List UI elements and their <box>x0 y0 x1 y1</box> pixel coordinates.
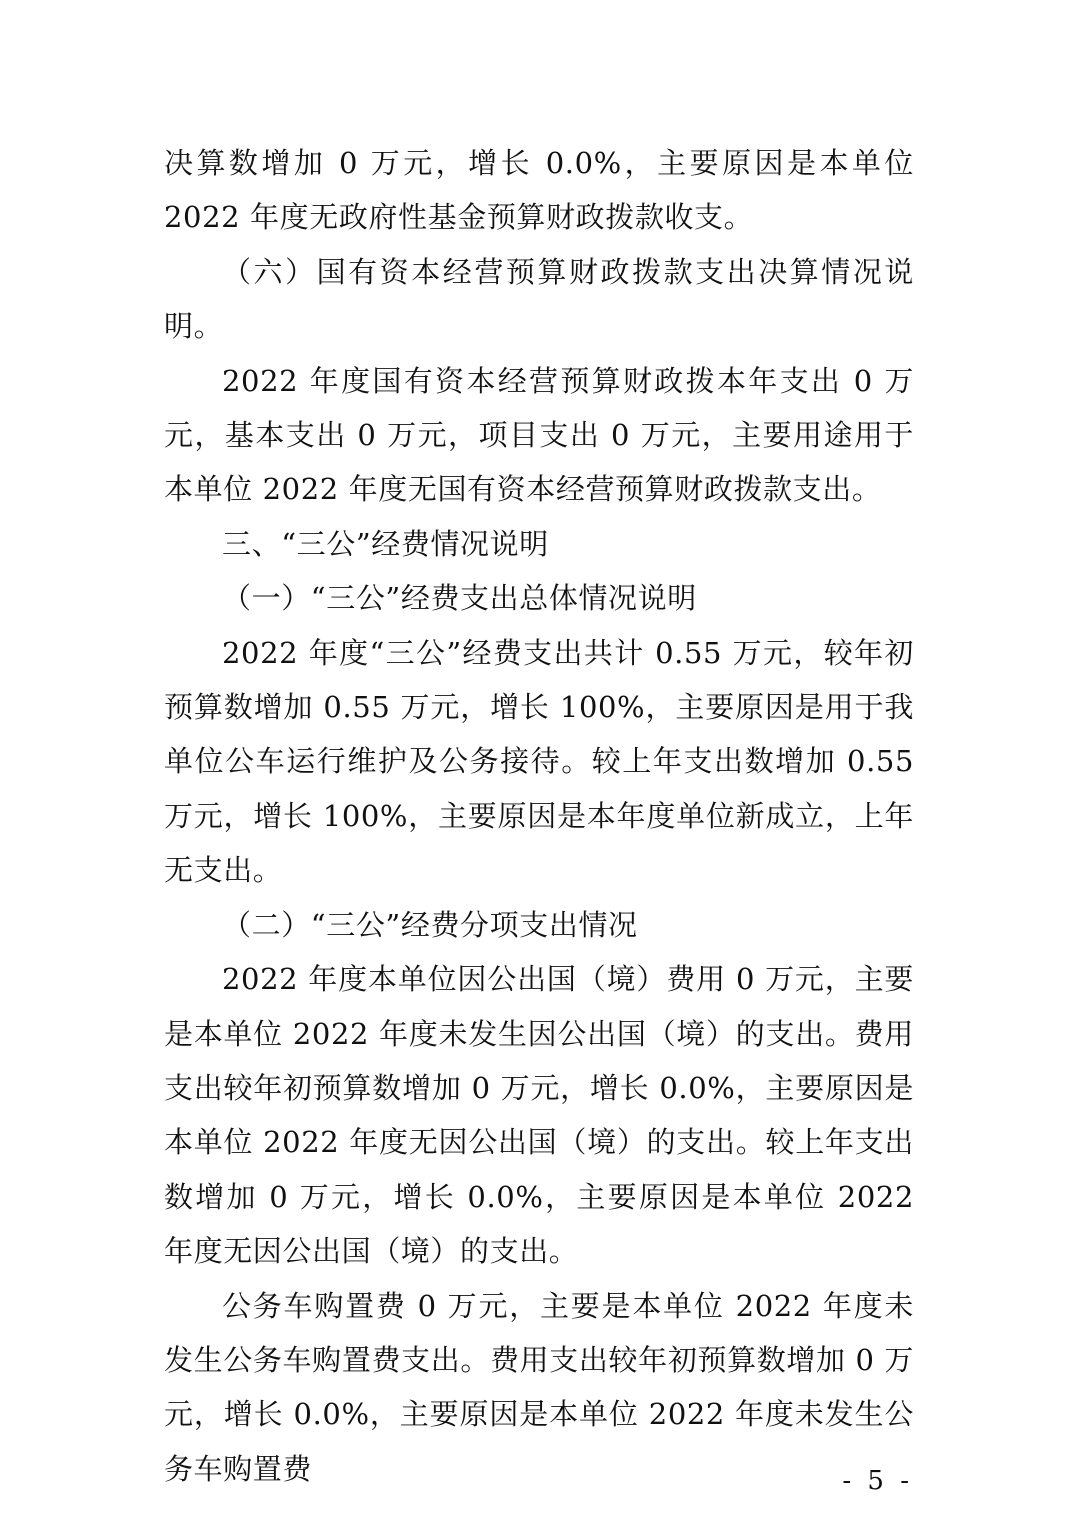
section-heading-6: （六）国有资本经营预算财政拨款支出决算情况说明。 <box>164 254 914 344</box>
document-body <box>164 136 914 1496</box>
paragraph-vehicle-purchase: 公务车购置费 0 万元，主要是本单位 2022 年度未发生公务车购置费支出。费用支出较年初预算数增加 0 万元，增长 0.0%，主要原因是本单位 2022 年度未发生公务车购置费 <box>164 1288 914 1486</box>
subsection-heading-1: （一）“三公”经费支出总体情况说明 <box>222 581 697 616</box>
section-heading-3: 三、“三公”经费情况说明 <box>222 526 549 561</box>
paragraph-continuation: 决算数增加 0 万元，增长 0.0%，主要原因是本单位 2022 年度无政府性基金预算财政拨款收支。 <box>164 146 914 235</box>
paragraph-overall: 2022 年度“三公”经费支出共计 0.55 万元，较年初预算数增加 0.55 万元，增长 100%，主要原因是用于我单位公车运行维护及公务接待。较上年支出数增加 0.55 万元，增长 100%，主要原因是本年度单位新成立，上年无支出。 <box>164 635 914 888</box>
paragraph-state-capital: 2022 年度国有资本经营预算财政拨本年支出 0 万元，基本支出 0 万元，项目支出 0 万元，主要用途用于本单位 2022 年度无国有资本经营预算财政拨款支出。 <box>164 363 914 507</box>
subsection-heading-2: （二）“三公”经费分项支出情况 <box>222 907 638 942</box>
page-number: - 5 - <box>842 1466 913 1496</box>
paragraph-overseas: 2022 年度本单位因公出国（境）费用 0 万元，主要是本单位 2022 年度未发生因公出国（境）的支出。费用支出较年初预算数增加 0 万元，增长 0.0%，主要原因是本单位 2022 年度无因公出国（境）的支出。较上年支出数增加 0 万元，增长 0.0%，主要原因是本单位 2022 年度无因公出国（境）的支出。 <box>164 962 914 1269</box>
